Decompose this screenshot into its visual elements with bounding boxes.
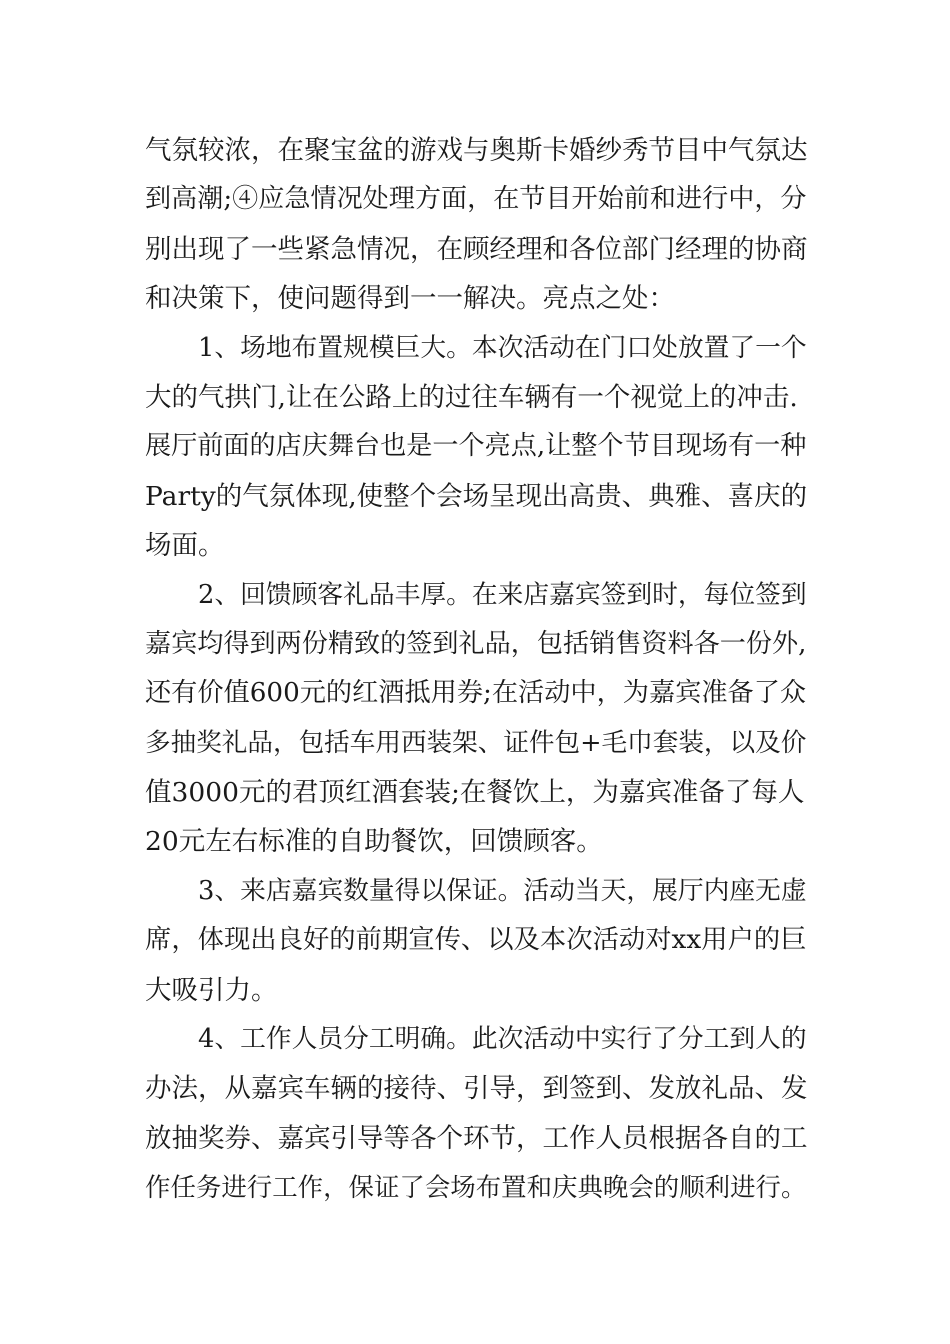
paragraph-1-start: 1、场地布置规模巨大。本次活动在门口处放置了一个 [198,332,807,363]
text-line: 席，体现出良好的前期宣传、以及本次活动对xx用户的巨 [145,925,807,956]
text-line: 嘉宾均得到两份精致的签到礼品，包括销售资料各一份外, [145,628,807,659]
text-line: 到高潮;④应急情况处理方面，在节目开始前和进行中，分 [145,184,807,215]
text-line: 大吸引力。 [145,974,278,1006]
body-text [145,126,810,1213]
text-line: 还有价值600元的红酒抵用券;在活动中，为嘉宾准备了众 [145,678,807,709]
text-line: 作任务进行工作，保证了会场布置和庆典晚会的顺利进行。 [145,1172,807,1203]
text-line: 20元左右标准的自助餐饮，回馈顾客。 [145,826,603,858]
text-line: 办法，从嘉宾车辆的接待、引导，到签到、发放礼品、发 [145,1073,808,1105]
text-line: 别出现了一些紧急情况，在顾经理和各位部门经理的协商 [145,233,808,265]
text-line: 和决策下，使问题得到一一解决。亮点之处： [145,283,675,315]
paragraph-4-start: 4、工作人员分工明确。此次活动中实行了分工到人的 [198,1024,807,1055]
text-line: 多抽奖礼品，包括车用西装架、证件包+毛巾套装，以及价 [145,727,807,758]
text-line: 值3000元的君顶红酒套装;在餐饮上，为嘉宾准备了每人 [145,777,805,809]
paragraph-3-start: 3、来店嘉宾数量得以保证。活动当天，展厅内座无虚 [198,875,807,906]
paragraph-2-start: 2、回馈顾客礼品丰厚。在来店嘉宾签到时，每位签到 [198,579,807,610]
text-line: 放抽奖券、嘉宾引导等各个环节，工作人员根据各自的工 [145,1122,808,1154]
text-line: 场面。 [145,530,225,562]
text-line: 展厅前面的店庆舞台也是一个亮点,让整个节目现场有一种 [145,431,807,462]
text-line: 大的气拱门,让在公路上的过往车辆有一个视觉上的冲击. [145,381,798,413]
text-line: Party的气氛体现,使整个会场呈现出高贵、典雅、喜庆的 [145,480,808,512]
text-line: 气氛较浓，在聚宝盆的游戏与奥斯卡婚纱秀节目中气氛达 [145,135,808,166]
